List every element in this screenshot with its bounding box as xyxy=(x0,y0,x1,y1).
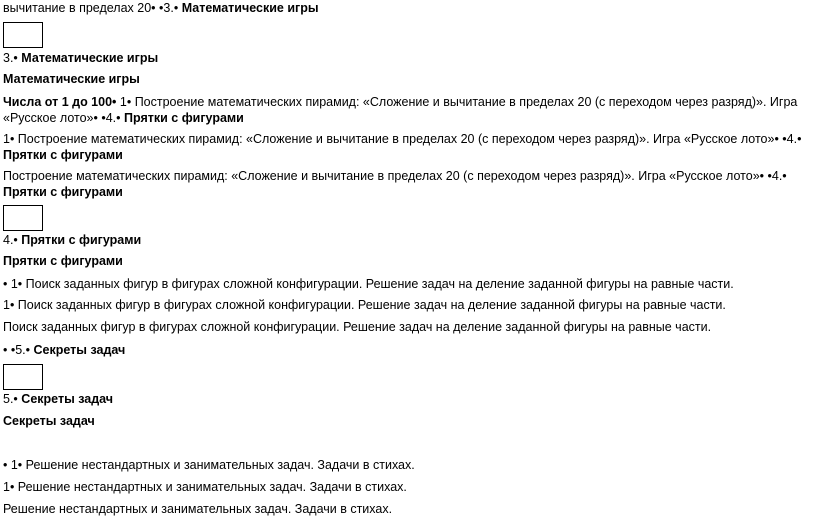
line-6-text: Построение математических пирамид: «Сложение и вычитание в пределах 20 (с переходом через разряд)». Игра «Русское лото»• •4.• xyxy=(3,169,787,183)
line-15: • 1• Решение нестандартных и занимательных задач. Задачи в стихах. xyxy=(3,458,415,472)
line-9: • 1• Поиск заданных фигур в фигурах сложной конфигурации. Решение задач на деление заданной фигуры на равные части. xyxy=(3,277,734,291)
line-2 xyxy=(3,50,158,66)
line-17: Решение нестандартных и занимательных задач. Задачи в стихах. xyxy=(3,502,393,516)
line-13 xyxy=(3,391,113,407)
line-5-bold: Прятки с фигурами xyxy=(3,148,123,162)
section-heading-math-games: Математические игры xyxy=(3,72,140,86)
line-4-bold: Числа от 1 до 100• xyxy=(3,95,117,109)
line-5 xyxy=(3,131,808,163)
line-4-bold-end: Прятки с фигурами xyxy=(124,111,244,125)
line-12 xyxy=(3,342,125,358)
line-10: 1• Поиск заданных фигур в фигурах сложной конфигурации. Решение задач на деление заданной фигуры на равные части. xyxy=(3,298,726,312)
line-7-text: 4.• xyxy=(3,233,18,247)
line-13-bold: Секреты задач xyxy=(21,392,114,406)
line-1 xyxy=(3,0,319,16)
line-11: Поиск заданных фигур в фигурах сложной конфигурации. Решение задач на деление заданной фигуры на равные части. xyxy=(3,320,712,334)
section-heading-task-secrets: Секреты задач xyxy=(3,414,95,428)
line-5-text: 1• Построение математических пирамид: «Сложение и вычитание в пределах 20 (с переходом через разряд)». Игра «Русское лото»• •4.• xyxy=(3,132,802,146)
empty-image-box-1 xyxy=(3,22,43,48)
line-13-text: 5.• xyxy=(3,392,18,406)
line-7 xyxy=(3,232,141,248)
section-heading-hide-figures: Прятки с фигурами xyxy=(3,254,123,268)
line-1-text: вычитание в пределах 20• •3.• xyxy=(3,1,179,15)
line-16: 1• Решение нестандартных и занимательных задач. Задачи в стихах. xyxy=(3,480,407,494)
line-1-bold: Математические игры xyxy=(181,1,319,15)
line-12-bold: Секреты задач xyxy=(33,343,126,357)
line-2-bold: Математические игры xyxy=(21,51,159,65)
line-6-bold: Прятки с фигурами xyxy=(3,185,123,199)
line-4-text: 1• Построение математических пирамид: «Сложение и вычитание в пределах 20 (с переходом через разряд)». Игра «Русское лото»• •4.• xyxy=(3,95,798,125)
line-12-text: • •5.• xyxy=(3,343,31,357)
line-6 xyxy=(3,168,808,200)
empty-image-box-2 xyxy=(3,205,43,231)
line-2-text: 3.• xyxy=(3,51,18,65)
line-7-bold: Прятки с фигурами xyxy=(21,233,142,247)
line-4 xyxy=(3,94,808,126)
empty-image-box-3 xyxy=(3,364,43,390)
